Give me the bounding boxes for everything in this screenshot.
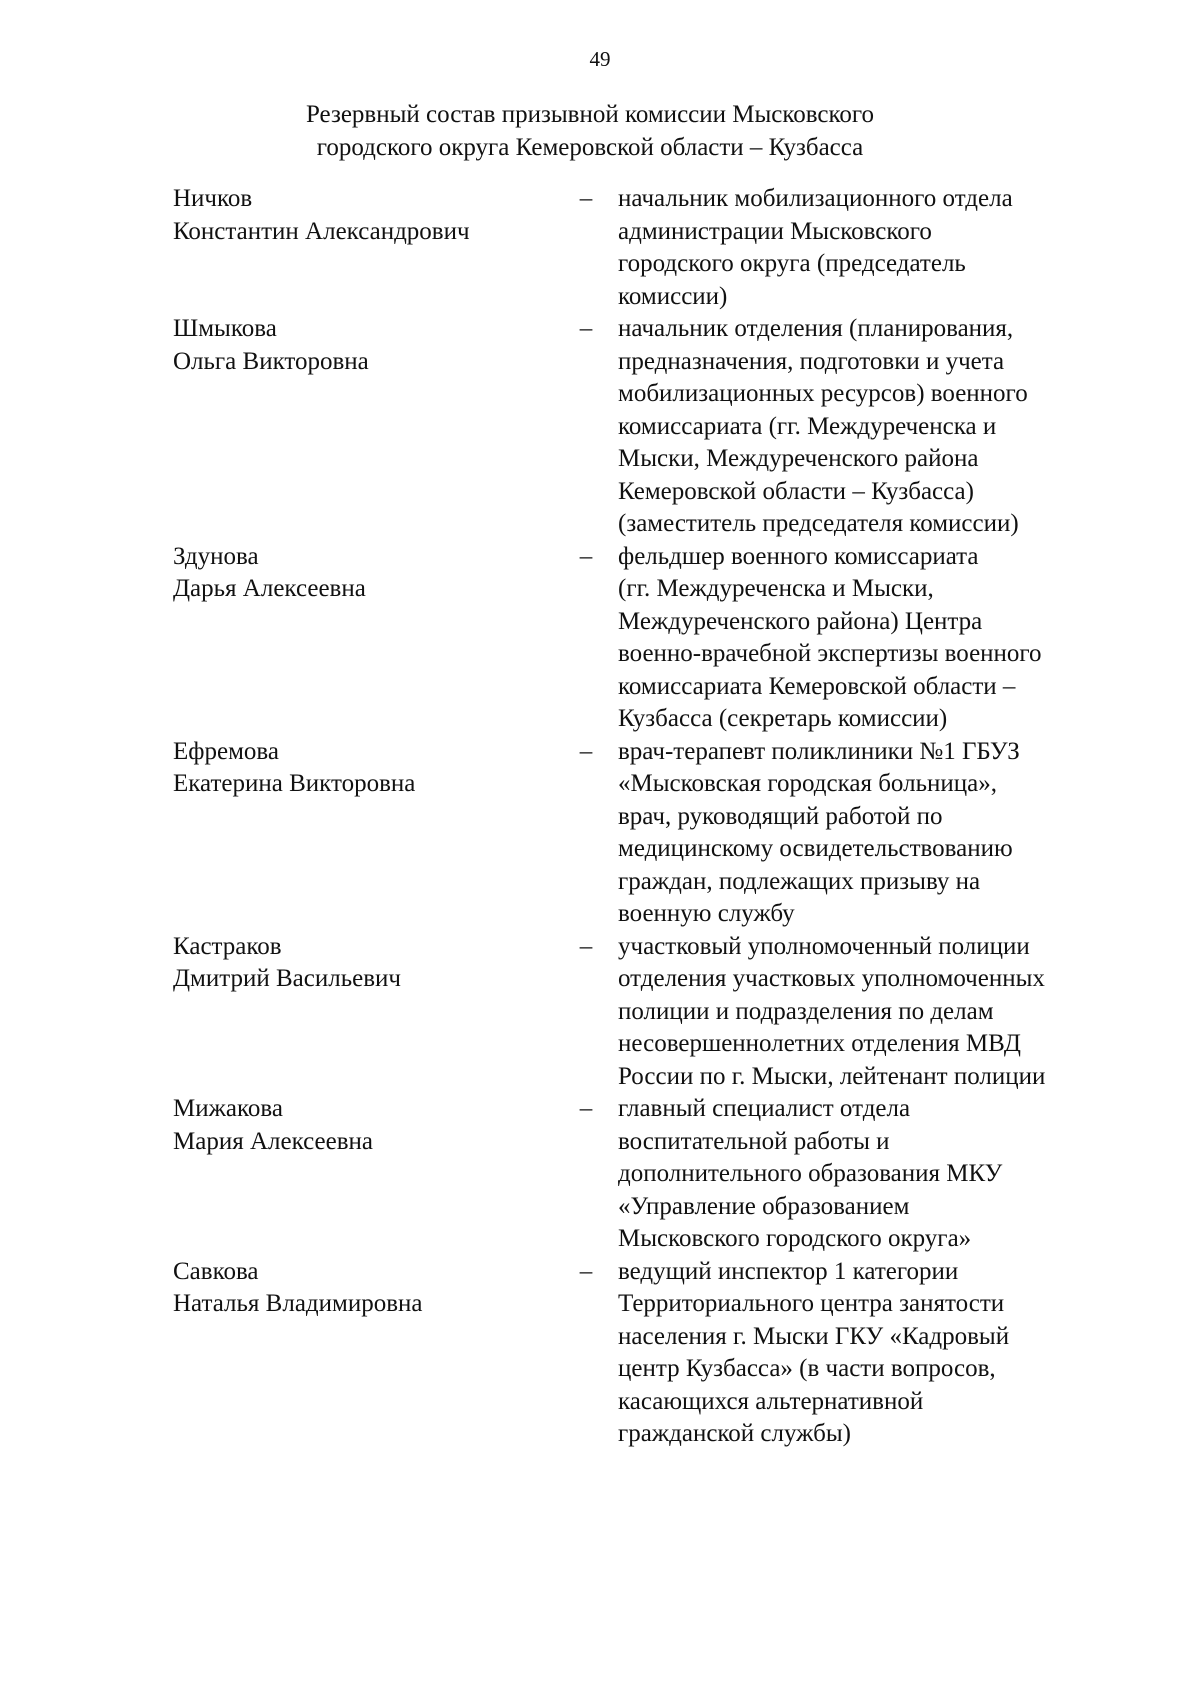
position-line: врач-терапевт поликлиники №1 ГБУЗ [618,737,1020,765]
dash-separator: – [579,315,593,342]
member-name [173,931,553,996]
page-number: 49 [589,47,611,71]
position-line: мобилизационных ресурсов) военного [618,380,1028,407]
member-given-names: Ольга Викторовна [173,347,369,375]
dash-separator: – [579,737,593,765]
position-line: России по г. Мыски, лейтенант полиции [618,1062,1046,1090]
position-line: городского округа (председатель [618,250,966,277]
position-line: «Мысковская городская больница», [618,770,997,797]
dash-separator: – [579,932,593,960]
member-name [173,1093,553,1158]
position-line: начальник отделения (планирования, [618,315,1014,342]
member-given-names: Константин Александрович [173,217,470,245]
dash-separator: – [579,1095,593,1122]
position-line: медицинскому освидетельствованию [618,835,1013,862]
position-line: населения г. Мыски ГКУ «Кадровый [618,1322,1010,1350]
position-line: комиссии) [618,282,728,310]
position-line: Междуреченского района) Центра [618,607,983,635]
member-entry [0,183,1200,313]
position-line: отделения участковых уполномоченных [618,965,1045,992]
position-line: Мыски, Междуреченского района [618,445,979,472]
dash-separator: – [579,1257,593,1285]
member-entry [0,313,1200,541]
position-line: военно-врачебной экспертизы военного [618,640,1042,667]
position-line: Мысковского городского округа» [618,1225,972,1252]
position-line: воспитательной работы и [618,1127,890,1155]
member-entry [0,1256,1200,1451]
position-line: администрации Мысковского [618,217,932,245]
members-list [0,183,1200,1451]
member-name [173,1256,553,1321]
member-position [618,1256,1178,1451]
position-line: полиции и подразделения по делам [618,997,994,1025]
member-name [173,541,553,606]
member-surname: Савкова [173,1257,259,1285]
member-entry [0,931,1200,1094]
member-position [618,931,1178,1094]
position-line: начальник мобилизационного отдела [618,185,1013,212]
position-line: (заместитель председателя комиссии) [618,510,1019,537]
member-surname: Кастраков [173,932,282,960]
position-line: Кемеровской области – Кузбасса) [618,477,974,505]
position-line: Кузбасса (секретарь комиссии) [618,705,948,732]
member-given-names: Дарья Алексеевна [173,575,366,602]
member-name [173,313,553,378]
position-line: касающихся альтернативной [618,1387,924,1415]
dash-separator: – [579,542,593,570]
member-surname: Здунова [173,542,259,570]
member-position [618,183,1178,313]
position-line: Территориального центра занятости [618,1290,1005,1317]
dash-separator: – [579,185,593,212]
member-position [618,736,1178,931]
member-given-names: Наталья Владимировна [173,1290,423,1317]
member-given-names: Екатерина Викторовна [173,770,416,797]
member-entry [0,736,1200,931]
position-line: (гг. Междуреченска и Мыски, [618,575,934,602]
position-line: комиссариата (гг. Междуреченска и [618,412,997,440]
member-position [618,541,1178,736]
title-line: городского округа Кемеровской области – Кузбасса [316,134,864,161]
position-line: граждан, подлежащих призыву на [618,867,981,895]
position-line: комиссариата Кемеровской области – [618,672,1016,700]
member-entry [0,541,1200,736]
position-line: врач, руководящий работой по [618,802,943,830]
position-line: гражданской службы) [618,1420,851,1447]
member-given-names: Дмитрий Васильевич [173,965,401,992]
member-name [173,183,553,248]
document-title [0,98,1180,164]
position-line: фельдшер военного комиссариата [618,542,979,570]
position-line: «Управление образованием [618,1192,910,1220]
member-entry [0,1093,1200,1256]
position-line: участковый уполномоченный полиции [618,932,1030,960]
position-line: предназначения, подготовки и учета [618,347,1005,375]
member-surname: Шмыкова [173,315,277,342]
member-surname: Ефремова [173,737,279,765]
member-given-names: Мария Алексеевна [173,1127,373,1155]
member-name [173,736,553,801]
position-line: главный специалист отдела [618,1095,911,1122]
member-surname: Мижакова [173,1095,283,1122]
member-position [618,313,1178,541]
member-surname: Ничков [173,185,253,212]
position-line: военную службу [618,900,795,927]
position-line: ведущий инспектор 1 категории [618,1257,959,1285]
position-line: несовершеннолетних отделения МВД [618,1030,1021,1057]
position-line: дополнительного образования МКУ [618,1160,1003,1187]
member-position [618,1093,1178,1256]
position-line: центр Кузбасса» (в части вопросов, [618,1355,996,1382]
title-line: Резервный состав призывной комиссии Мысковского [305,101,875,128]
